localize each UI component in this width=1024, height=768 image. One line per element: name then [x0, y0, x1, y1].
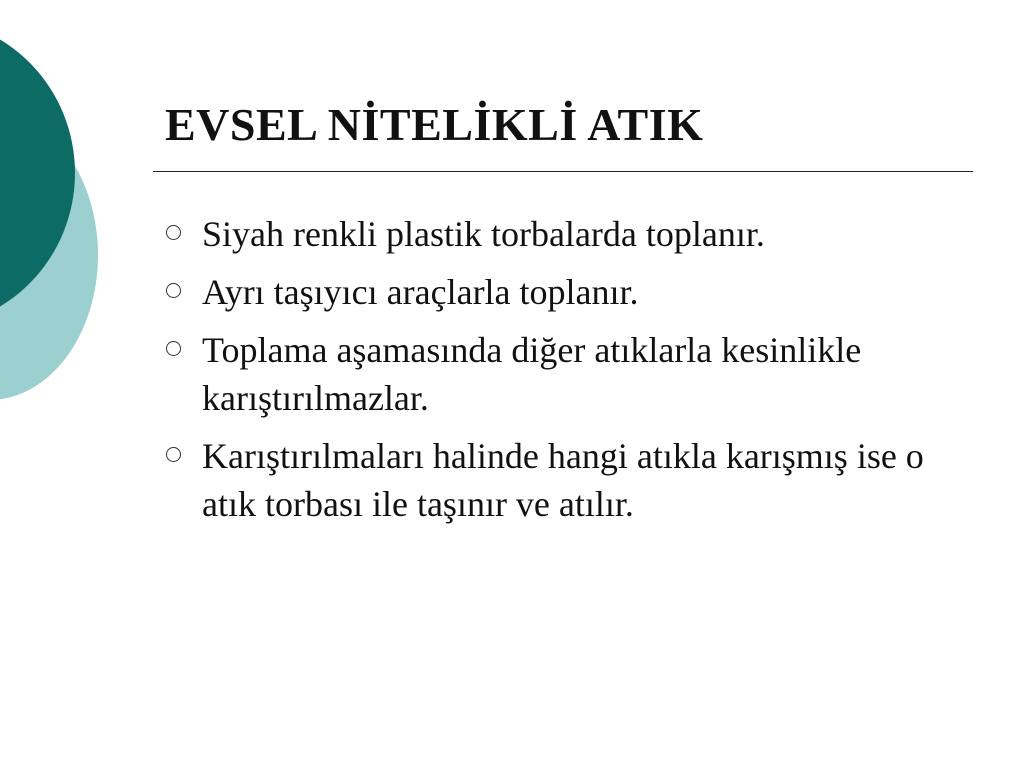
slide-title: EVSEL NİTELİKLİ ATIK: [165, 99, 704, 150]
bullet-item: [162, 210, 962, 258]
bullet-text: Ayrı taşıyıcı araçlarla toplanır.: [202, 272, 639, 312]
bullet-text: Toplama aşamasında diğer atıklarla kesinlikle karıştırılmazlar.: [202, 330, 862, 418]
bullet-text: Siyah renkli plastik torbalarda toplanır.: [202, 214, 765, 254]
bullet-text: Karıştırılmaları halinde hangi atıkla karışmış ise o atık torbası ile taşınır ve atılır.: [202, 436, 924, 524]
hollow-circle-icon: [166, 341, 181, 356]
bullet-item: [162, 268, 962, 316]
bullet-item: [162, 326, 962, 422]
bullet-item: [162, 432, 962, 528]
hollow-circle-icon: [166, 447, 181, 462]
title-divider: [153, 171, 973, 172]
hollow-circle-icon: [166, 283, 181, 298]
bullet-list: [162, 210, 962, 538]
hollow-circle-icon: [166, 225, 181, 240]
